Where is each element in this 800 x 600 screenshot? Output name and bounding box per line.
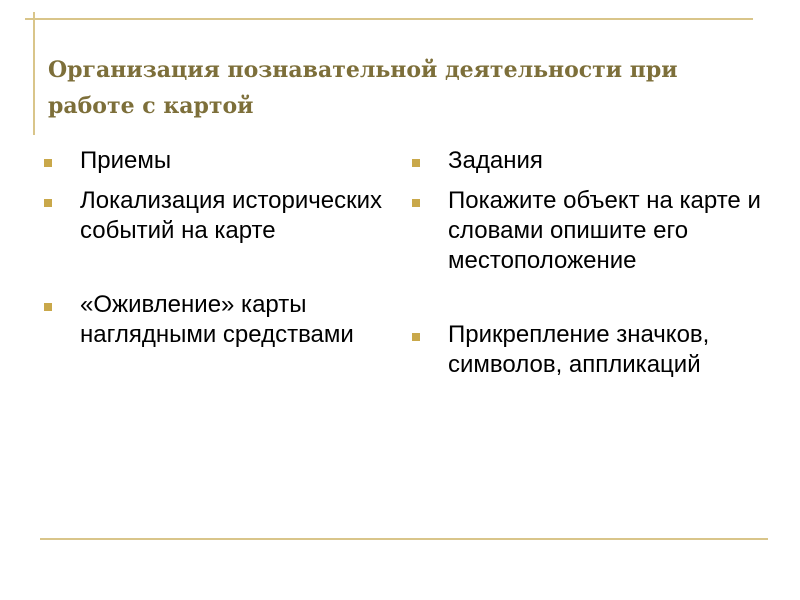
right-column	[412, 146, 797, 380]
square-bullet-icon	[44, 199, 52, 207]
right-column-heading	[412, 146, 797, 182]
slide-title: Организация познавательной деятельности при работе с картой	[48, 57, 678, 119]
square-bullet-icon	[44, 159, 52, 167]
left-item-1-text: Локализация исторических событий на карте	[80, 187, 383, 244]
right-item-1	[412, 186, 797, 276]
square-bullet-icon	[412, 199, 420, 207]
left-heading-text: Приемы	[80, 147, 172, 174]
square-bullet-icon	[412, 159, 420, 167]
left-item-2	[44, 290, 384, 350]
right-item-2	[412, 320, 797, 380]
square-bullet-icon	[412, 333, 420, 341]
left-column	[44, 146, 384, 350]
left-item-2-text: «Оживление» карты наглядными средствами	[80, 291, 354, 348]
right-item-2-text: Прикрепление значков, символов, аппликаций	[448, 321, 710, 378]
bottom-horizontal-rule	[40, 538, 768, 540]
title-vertical-rule	[33, 12, 35, 135]
left-column-heading	[44, 146, 384, 182]
right-item-1-text: Покажите объект на карте и словами опишите его местоположение	[448, 187, 761, 274]
top-horizontal-rule	[25, 18, 753, 20]
right-heading-text: Задания	[448, 147, 543, 174]
square-bullet-icon	[44, 303, 52, 311]
left-item-1	[44, 186, 384, 246]
